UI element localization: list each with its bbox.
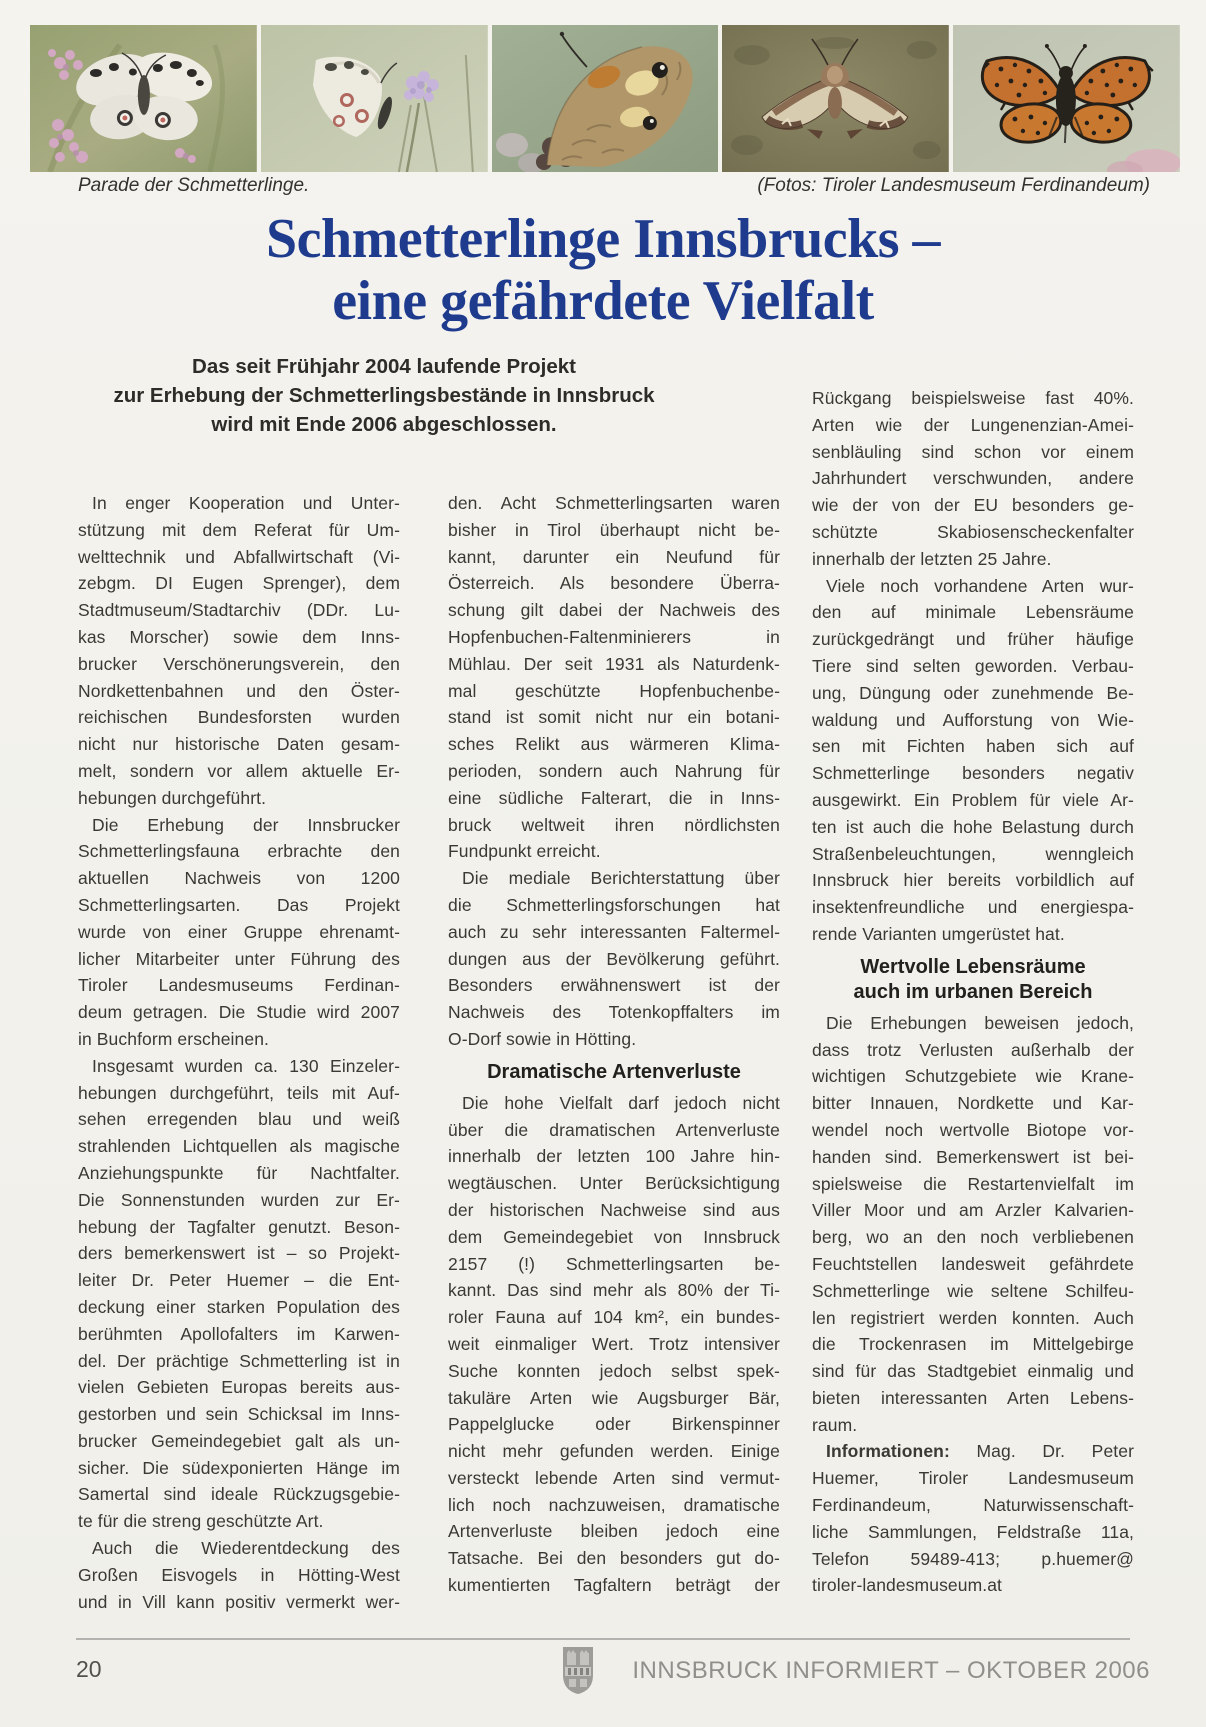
text-line: raum. [812, 1414, 858, 1435]
text-line: Informationen: Mag. Dr. Peter [826, 1441, 1134, 1462]
text-line: Telefon 59489-413; p.huemer@ [812, 1548, 1134, 1569]
text-line: ten ist auch die hohe Belastung durch [812, 816, 1134, 837]
text-line: die Schmetterlingsforschungen hat [448, 894, 780, 915]
text-line: rende Varianten umgerüstet hat. [812, 923, 1065, 944]
text-line: ders bemerkenswert ist – so Projekt- [78, 1243, 400, 1264]
text-line: Fundpunkt erreicht. [448, 841, 601, 862]
text-line: Schmetterlinge wie seltene Schilfeu- [812, 1280, 1134, 1301]
text-line: spielsweise die Restartenvielfalt im [812, 1173, 1134, 1194]
text-line: len registriert werden konnten. Auch [812, 1307, 1134, 1328]
apollo-butterfly-on-pink-flowers-photo [30, 25, 257, 172]
text-line: auch zu sehr interessanten Faltermel- [448, 921, 780, 942]
body-column-1 [78, 490, 400, 1615]
text-line: Artenverluste bleiben jedoch eine [448, 1521, 780, 1542]
text-line: Suche konnten jedoch selbst spek- [448, 1360, 780, 1381]
text-line: reichischen Bundesforsten wurden [78, 707, 400, 728]
text-line: Tiroler Landesmuseums Ferdinan- [78, 975, 400, 996]
innsbruck-coat-of-arms [560, 1645, 596, 1695]
text-line: kumentierten Tagfaltern beträgt der [448, 1575, 780, 1596]
text-line: Tatsache. Bei den besonders gut do- [448, 1548, 780, 1569]
text-line: Pappelglucke oder Birkenspinner [448, 1414, 780, 1435]
text-line: kannt, darunter ein Neufund für [448, 546, 780, 567]
text-line: takuläre Arten wie Augsburger Bär, [448, 1387, 780, 1408]
text-line: aktuellen Nachweis von 1200 [78, 868, 400, 889]
section-heading-line: Wertvolle Lebensräume [860, 955, 1086, 978]
text-line: Österreich. Als besondere Überra- [448, 573, 780, 594]
text-line: Die Erhebungen beweisen jedoch, [826, 1012, 1134, 1033]
text-line: schung gilt dabei der Nachweis des [448, 600, 780, 621]
text-line: strahlenden Lichtquellen als magische [78, 1136, 400, 1157]
text-line: mal geschützte Hopfenbuchenbe- [448, 680, 780, 701]
text-line: welttechnik und Abfallwirtschaft (Vi- [78, 546, 400, 567]
text-line: melt, sondern vor allem aktuelle Er- [78, 760, 400, 781]
text-line: in Buchform erscheinen. [78, 1028, 270, 1049]
text-line: berg, wo an den noch verbliebenen [812, 1227, 1134, 1248]
grayling-butterfly-closeup-photo [492, 25, 719, 172]
text-line: wegtäuschen. Unter Berücksichtigung [448, 1173, 780, 1194]
text-line: sind für das Stadtgebiet einmalig und [812, 1361, 1134, 1382]
text-line: stand ist somit nicht nur ein botani- [448, 707, 780, 728]
text-line: wurde von einer Gruppe ehrenamt- [78, 921, 400, 942]
lead-line: zur Erhebung der Schmetterlingsbestände in Innsbruck [113, 384, 655, 407]
text-line: senbläuling sind schon vor einem [812, 441, 1134, 462]
text-line: hebungen durchgeführt. [78, 787, 267, 808]
body-column-2 [448, 490, 780, 1599]
text-line: liche Sammlungen, Feldstraße 11a, [812, 1521, 1134, 1542]
text-line: brucker Gemeindegebiet galt als un- [78, 1430, 400, 1451]
footer-divider [76, 1638, 1130, 1640]
text-line: zurückgedrängt und früher häufige [812, 629, 1134, 650]
text-line: deum getragen. Die Studie wird 2007 [78, 1002, 400, 1023]
text-line: Die mediale Berichterstattung über [462, 868, 780, 889]
text-line: den. Acht Schmetterlingsarten waren [448, 493, 780, 513]
section-heading-line: Dramatische Artenverluste [487, 1060, 741, 1083]
section-heading [448, 1060, 780, 1085]
text-line: lich noch nachzuweisen, dramatische [448, 1494, 780, 1515]
text-line: handen sind. Bemerkenswert ist bei- [812, 1146, 1134, 1167]
text-line: der historischen Nachweise sind aus [448, 1199, 780, 1220]
section-heading-line: auch im urbanen Bereich [853, 980, 1093, 1003]
text-line: vielen Gebieten Europas bereits aus- [78, 1377, 400, 1398]
text-line: brucker Verschönerungsverein, den [78, 653, 400, 674]
text-line: sehen erregenden blau und weiß [78, 1109, 400, 1130]
text-line: Die Erhebung der Innsbrucker [92, 814, 400, 835]
text-line: dem Gemeindegebiet von Innsbruck [448, 1226, 780, 1247]
butterfly-photo-strip [30, 25, 1180, 172]
text-line: Samertal sind ideale Rückzugsgebie- [78, 1484, 400, 1505]
text-line: berühmten Apollofalters im Karwen- [78, 1323, 400, 1344]
text-line: stützung mit dem Referat für Um- [78, 519, 400, 540]
article-title [0, 208, 1206, 332]
photo-credit: (Fotos: Tiroler Landesmuseum Ferdinandeum) [757, 175, 1150, 196]
text-line: Nordkettenbahnen und den Öster- [78, 680, 400, 701]
text-line: Schmetterlingsfauna erbrachte den [78, 841, 400, 862]
text-line: waldung und Aufforstung von Wie- [812, 709, 1134, 730]
text-line: und in Vill kann positiv vermerkt wer- [78, 1591, 400, 1612]
text-line: über die dramatischen Artenverluste [448, 1119, 780, 1140]
text-line: Schmetterlinge besonders negativ [812, 763, 1134, 784]
text-line: Insgesamt wurden ca. 130 Einzeler- [92, 1055, 400, 1076]
text-line: te für die streng geschützte Art. [78, 1511, 324, 1532]
text-line: tiroler-landesmuseum.at [812, 1575, 1003, 1596]
text-line: wendel noch wertvolle Biotope vor- [812, 1119, 1134, 1140]
text-line: roler Fauna auf 104 km², ein bundes- [448, 1307, 780, 1328]
text-line: Die Sonnenstunden wurden zur Er- [78, 1189, 400, 1210]
text-line: ausgewirkt. Ein Problem für viele Ar- [812, 789, 1134, 810]
text-line: Straßenbeleuchtungen, wenngleich [812, 843, 1134, 864]
text-line: schützte Skabiosenscheckenfalter [812, 521, 1134, 542]
journal-name-and-issue: INNSBRUCK INFORMIERT – OKTOBER 2006 [632, 1657, 1150, 1684]
text-line: nicht mehr gefunden werden. Einige [448, 1441, 780, 1462]
section-heading [812, 955, 1134, 1005]
page-number: 20 [76, 1656, 102, 1682]
text-line: bieten interessanten Arten Lebens- [812, 1387, 1134, 1408]
text-line: Besonders erwähnenswert ist der [448, 975, 780, 996]
text-line: Anziehungspunkte für Nachtfalter. [78, 1162, 400, 1183]
text-line: innerhalb der letzten 25 Jahre. [812, 548, 1052, 569]
text-line: Arten wie der Lungenenzian-Amei- [812, 414, 1134, 435]
text-line: licher Mitarbeiter unter Führung des [78, 948, 400, 969]
text-line: perioden, sondern auch Nahrung für [448, 760, 780, 781]
text-line: eine südliche Falterart, die in Inns- [448, 787, 780, 808]
text-line: sches Relikt aus wärmeren Klima- [448, 734, 780, 755]
text-line: kannt. Das sind mehr als 80% der Ti- [448, 1280, 780, 1301]
text-line: hebungen durchgeführt, teils mit Auf- [78, 1082, 400, 1103]
text-line: ung, Düngung oder zunehmende Be- [812, 682, 1134, 703]
text-line: versteckt lebende Arten sind vermut- [448, 1467, 780, 1488]
text-line: weit einmaliger Wert. Trotz intensiver [448, 1333, 780, 1354]
text-line: Innsbruck hier bereits vorbildlich auf [812, 870, 1134, 891]
text-line: hebung der Tagfalter genutzt. Beson- [78, 1216, 400, 1237]
text-line: Stadtmuseum/Stadtarchiv (DDr. Lu- [78, 600, 400, 621]
text-line: Großen Eisvogels in Hötting-West [78, 1564, 400, 1585]
text-line: Mühlau. Der seit 1931 als Naturdenk- [448, 653, 780, 674]
photo-caption: Parade der Schmetterlinge. [78, 175, 310, 196]
body-column-3 [812, 385, 1134, 1599]
text-line: del. Der prächtige Schmetterling ist in [78, 1350, 400, 1371]
text-line: 2157 (!) Schmetterlingsarten be- [448, 1253, 780, 1274]
text-line: Viller Moor und am Arzler Kalvarien- [812, 1200, 1134, 1221]
moth-spread-wings-photo [722, 25, 949, 172]
text-line: O-Dorf sowie in Hötting. [448, 1028, 637, 1049]
text-line: leiter Dr. Peter Huemer – die Ent- [78, 1270, 400, 1291]
text-line: Feuchtstellen landesweit gefährdete [812, 1253, 1134, 1274]
text-line: Auch die Wiederentdeckung des [92, 1538, 400, 1559]
text-line: dass trotz Verlusten außerhalb der [812, 1039, 1134, 1060]
text-line: In enger Kooperation und Unter- [92, 493, 400, 513]
text-line: bisher in Tirol überhaupt nicht be- [448, 519, 780, 540]
text-line: sicher. Die südexponierten Hänge im [78, 1457, 400, 1478]
text-line: Huemer, Tiroler Landesmuseum [812, 1468, 1134, 1489]
text-line: Hopfenbuchen-Faltenminierers in [448, 626, 780, 647]
orange-fritillary-butterfly-photo [953, 25, 1180, 172]
apollo-butterfly-side-view-photo [261, 25, 488, 172]
text-line: innerhalb der letzten 100 Jahre hin- [448, 1146, 780, 1167]
text-line: insektenfreundliche und energiespa- [812, 897, 1134, 918]
text-line: die Trockenrasen im Mittelgebirge [812, 1334, 1134, 1355]
text-line: wichtigen Schutzgebiete wie Krane- [812, 1066, 1134, 1087]
text-line: Rückgang beispielsweise fast 40%. [812, 388, 1134, 408]
text-line: bruck weltweit ihren nördlichsten [448, 814, 780, 835]
article-lead [80, 352, 688, 439]
text-line: wie der von der EU besonders ge- [812, 495, 1134, 516]
text-line: Die hohe Vielfalt darf jedoch nicht [462, 1092, 780, 1113]
text-line: dungen aus der Bevölkerung geführt. [448, 948, 780, 969]
text-line: deckung einer starken Population des [78, 1296, 400, 1317]
lead-line: wird mit Ende 2006 abgeschlossen. [211, 413, 557, 436]
text-line: Ferdinandeum, Naturwissenschaft- [812, 1495, 1134, 1516]
text-line: Jahrhundert verschwunden, andere [812, 468, 1134, 489]
text-line: zebgm. DI Eugen Sprenger), dem [78, 573, 400, 594]
text-line: den auf minimale Lebensräume [812, 602, 1134, 623]
text-line: kas Morscher) sowie dem Inns- [78, 626, 400, 647]
text-line: sen mit Fichten haben sich auf [812, 736, 1134, 757]
article-title-line-1: Schmetterlinge Innsbrucks – [265, 208, 941, 270]
text-line: Schmetterlingsarten. Das Projekt [78, 894, 400, 915]
text-line: Nachweis des Totenkopffalters im [448, 1002, 780, 1023]
text-line: Viele noch vorhandene Arten wur- [826, 575, 1134, 596]
text-line: Tiere sind selten geworden. Verbau- [812, 655, 1134, 676]
text-line: bitter Innauen, Nordkette und Kar- [812, 1093, 1134, 1114]
text-line: gestorben und sein Schicksal im Inns- [78, 1404, 400, 1425]
text-line: nicht nur historische Daten gesam- [78, 734, 400, 755]
article-title-line-2: eine gefährdete Vielfalt [332, 270, 874, 332]
lead-line: Das seit Frühjahr 2004 laufende Projekt [192, 355, 576, 378]
